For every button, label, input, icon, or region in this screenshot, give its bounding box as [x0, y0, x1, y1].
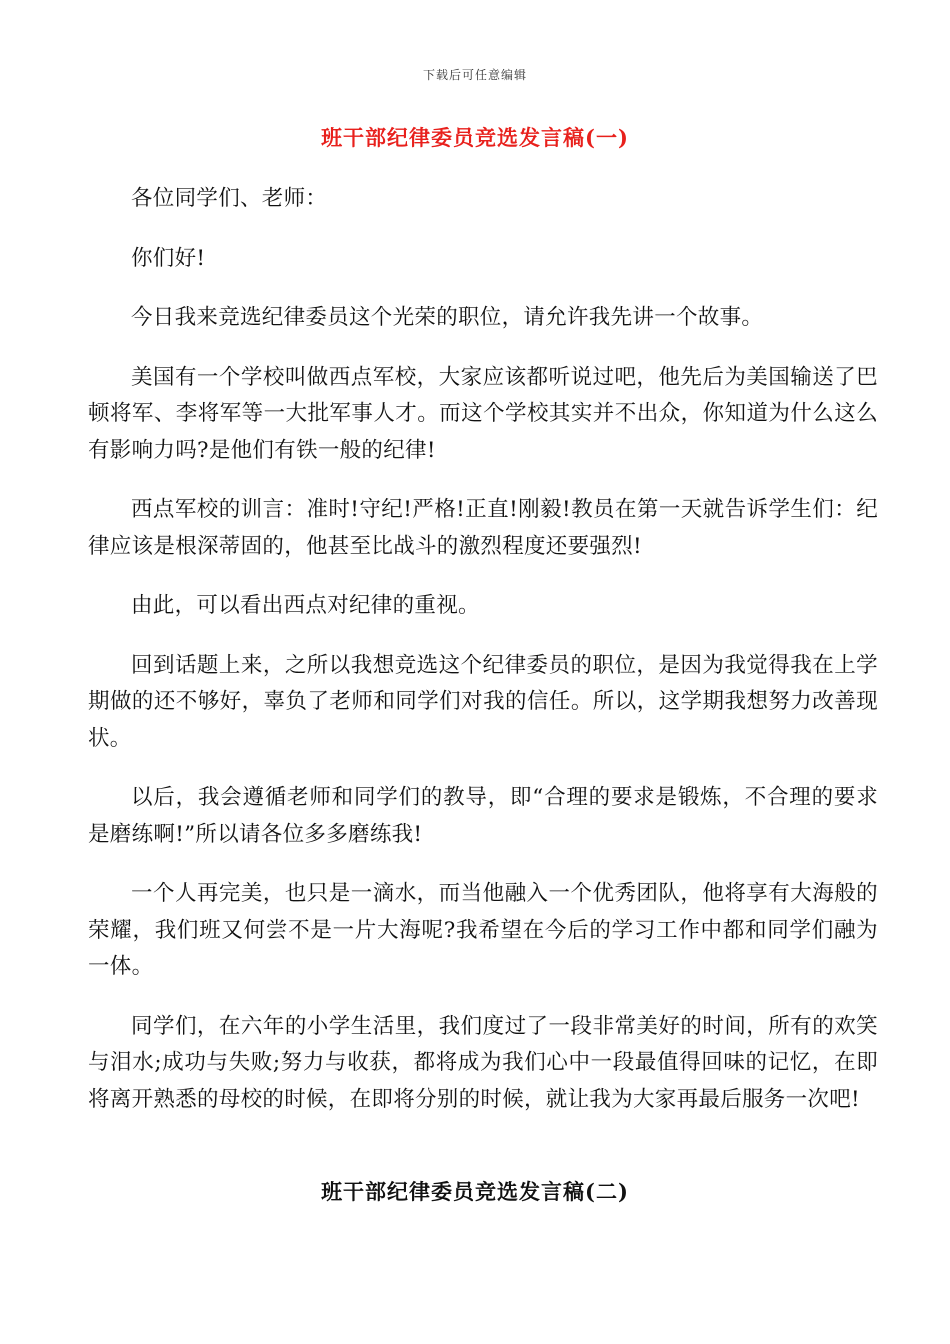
- paragraph-importance: 由此，可以看出西点对纪律的重视。: [131, 593, 480, 618]
- paragraph-motto: 西点军校的训言：准时!守纪!严格!正直!刚毅!教员在第一天就告诉学生们：纪律应该是根深蒂固的，他甚至比战斗的激烈程度还要强烈!: [88, 497, 878, 559]
- speech-title-second: 班干部纪律委员竞选发言稿(二): [321, 1179, 629, 1204]
- paragraph-reason: 回到话题上来，之所以我想竞选这个纪律委员的职位，是因为我觉得我在上学期做的还不够好，辜负了老师和同学们对我的信任。所以，这学期我想努力改善现状。: [88, 652, 878, 751]
- paragraph-promise: 以后，我会遵循老师和同学们的教导，即“合理的要求是锻炼，不合理的要求是磨练啊!”所以请各位多多磨练我!: [88, 785, 878, 847]
- paragraph-greeting: 各位同学们、老师：: [131, 186, 328, 211]
- paragraph-closing: 同学们，在六年的小学生活里，我们度过了一段非常美好的时间，所有的欢笑与泪水;成功与失败;努力与收获，都将成为我们心中一段最值得回味的记忆，在即将离开熟悉的母校的时候，在即将分别的时候，就让我为大家再最后服务一次吧!: [88, 1013, 878, 1112]
- header-note: 下载后可任意编辑: [422, 68, 527, 82]
- paragraph-team: 一个人再完美，也只是一滴水，而当他融入一个优秀团队，他将享有大海般的荣耀，我们班又何尝不是一片大海呢?我希望在今后的学习工作中都和同学们融为一体。: [88, 881, 878, 979]
- paragraph-hello: 你们好!: [131, 245, 206, 271]
- speech-title-first: 班干部纪律委员竞选发言稿(一): [321, 125, 629, 150]
- paragraph-intro: 今日我来竞选纪律委员这个光荣的职位，请允许我先讲一个故事。: [131, 305, 764, 330]
- paragraph-westpoint: 美国有一个学校叫做西点军校，大家应该都听说过吧，他先后为美国输送了巴顿将军、李将军等一大批军事人才。而这个学校其实并不出众，你知道为什么这么有影响力吗?是他们有铁一般的纪律!: [88, 364, 878, 463]
- speech-body: [88, 181, 878, 1141]
